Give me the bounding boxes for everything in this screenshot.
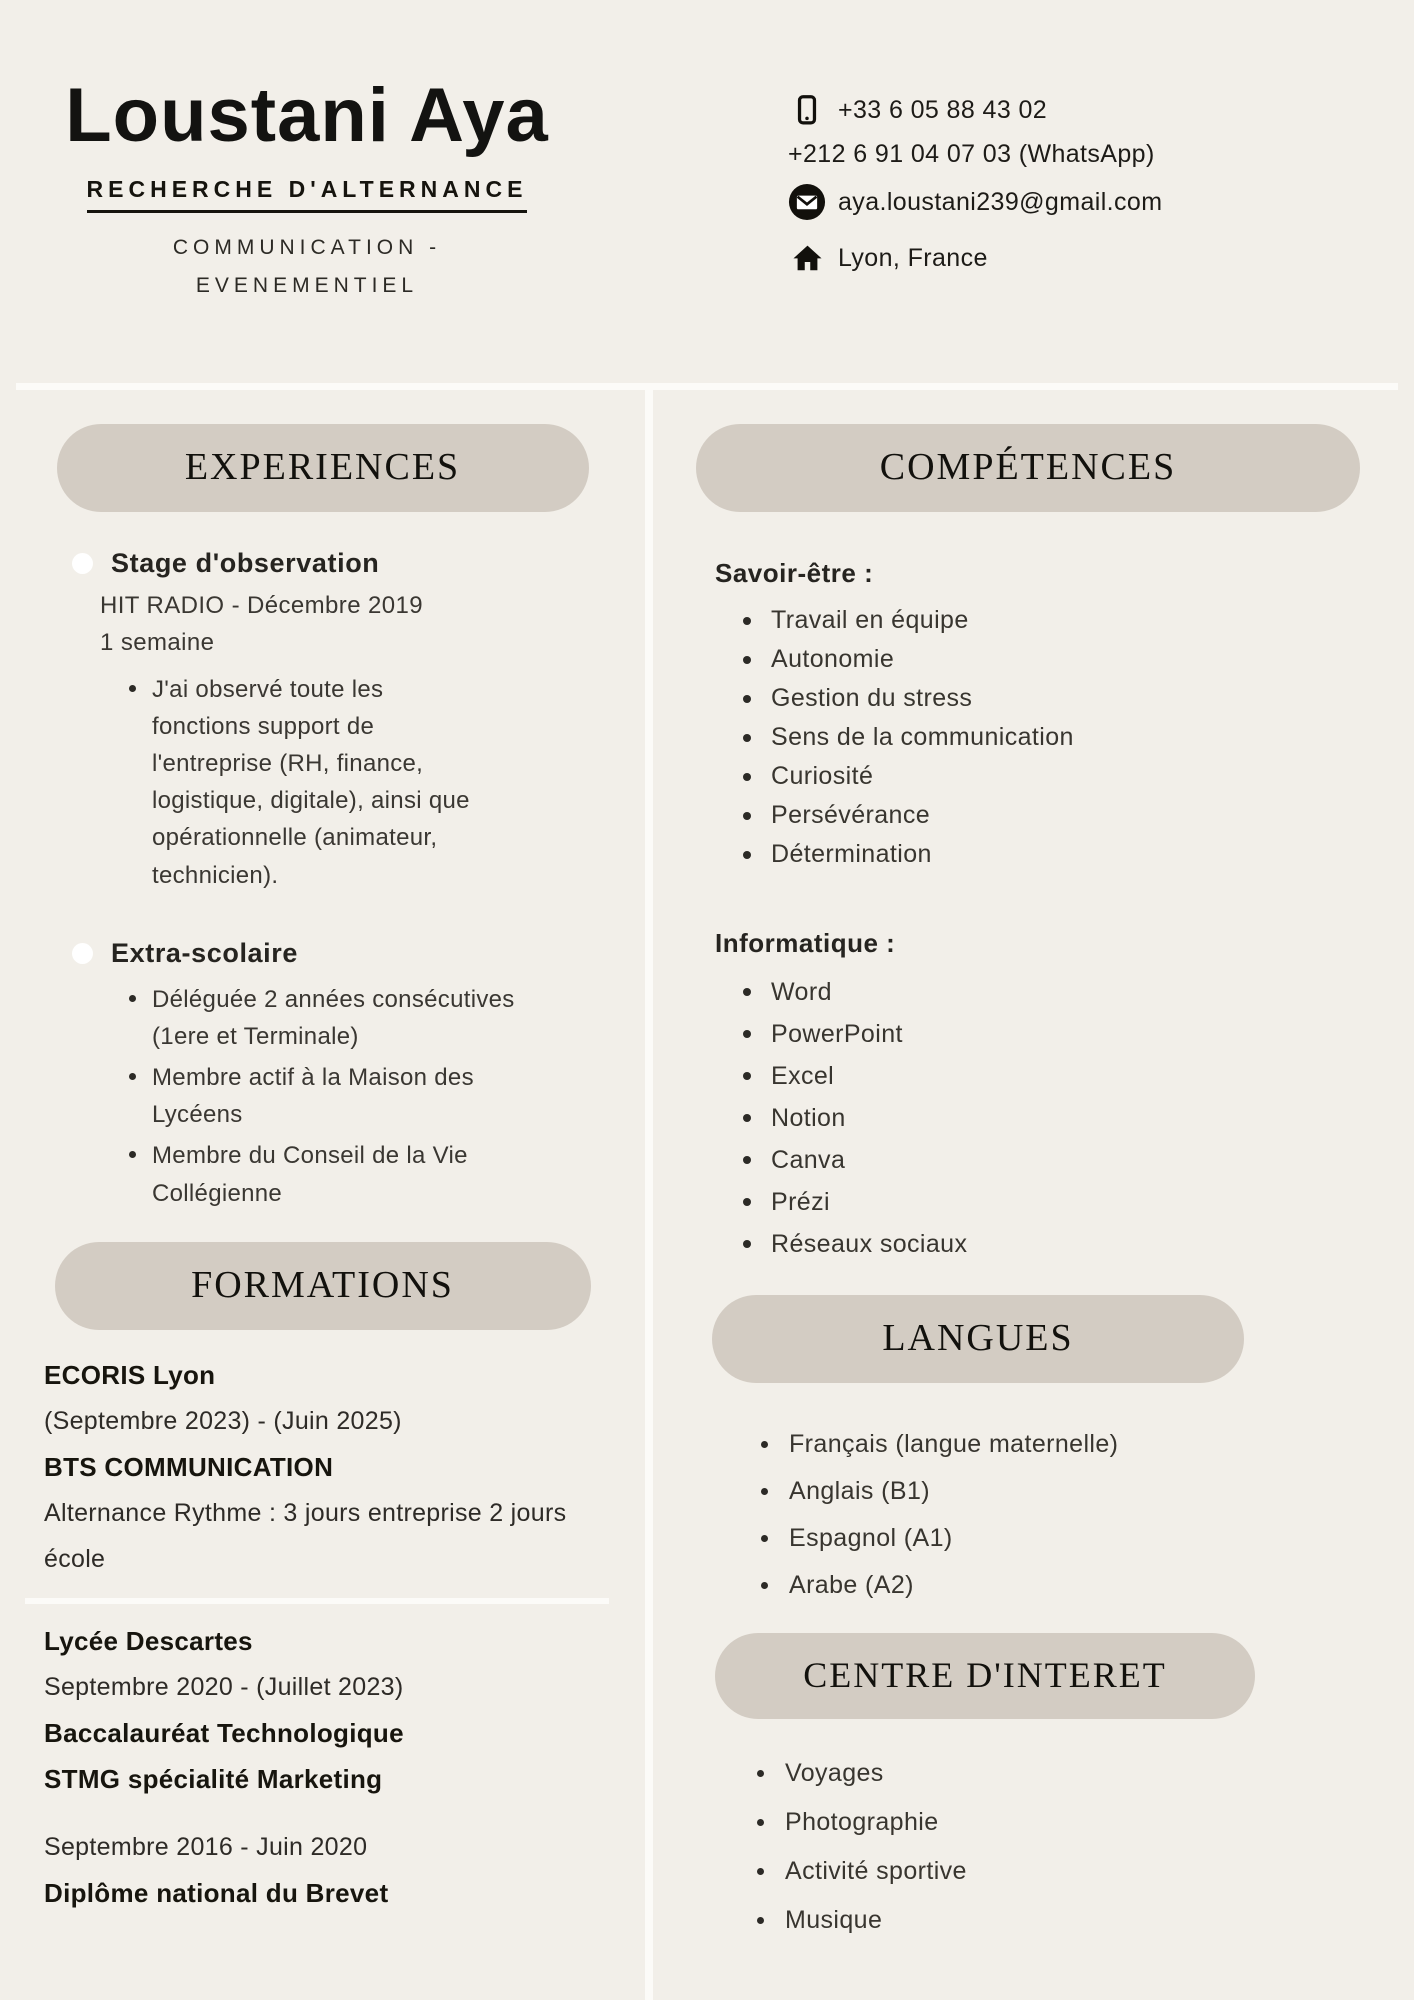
mail-icon (788, 182, 826, 222)
software-item: Canva (743, 1139, 1414, 1181)
experience-bullet-list (122, 981, 552, 1212)
interest-item: Voyages (757, 1749, 1414, 1798)
phone-primary: +33 6 05 88 43 02 (838, 95, 1048, 124)
experience-heading (72, 548, 645, 579)
experience-bullet: J'ai observé toute les fonctions support de l'entreprise (RH, finance, logistique, digitale), ainsi que opérationnelle (animateur, technicien). (122, 671, 474, 894)
interest-item: Musique (757, 1896, 1414, 1945)
contact-row-phone-2 (788, 134, 1162, 174)
email-address: aya.loustani239@gmail.com (838, 187, 1163, 216)
informatique-label: Informatique : (715, 928, 896, 958)
skill-item: Travail en équipe (743, 601, 1414, 640)
formation-dates: (Septembre 2023) - (Juin 2025) (44, 1406, 402, 1435)
white-circle-bullet-icon (72, 553, 93, 574)
contact-row-location (788, 238, 1162, 278)
software-item: Réseaux sociaux (743, 1223, 1414, 1265)
body-columns (0, 390, 1414, 2000)
formation-dates: Septembre 2020 - (Juillet 2023) (44, 1672, 404, 1701)
interets-list (653, 1749, 1414, 1945)
formation-entry (44, 1618, 625, 1802)
phone-secondary: +212 6 91 04 07 03 (WhatsApp) (788, 139, 1155, 168)
right-column (653, 390, 1414, 2000)
experience-item-stage (0, 548, 645, 894)
experience-item-extra (0, 938, 645, 1212)
formation-detail: STMG spécialité Marketing (44, 1763, 383, 1794)
skill-item: Détermination (743, 835, 1414, 874)
skill-item: Curiosité (743, 757, 1414, 796)
experience-duration: 1 semaine (100, 628, 215, 656)
formation-diploma: Diplôme national du Brevet (44, 1877, 389, 1908)
skill-item: Persévérance (743, 796, 1414, 835)
skill-item: Sens de la communication (743, 718, 1414, 757)
experience-org-date: HIT RADIO - Décembre 2019 (100, 592, 423, 619)
formation-entry (44, 1824, 625, 1916)
informatique-list (653, 971, 1414, 1265)
location-text: Lyon, France (838, 243, 988, 272)
interest-item: Activité sportive (757, 1847, 1414, 1896)
langues-list (653, 1421, 1414, 1609)
column-divider (645, 390, 653, 2000)
formations-section-title: FORMATIONS (55, 1242, 591, 1330)
savoir-etre-list (653, 601, 1414, 874)
skill-item: Autonomie (743, 640, 1414, 679)
search-status: RECHERCHE D'ALTERNANCE (87, 176, 528, 213)
formation-school: ECORIS Lyon (44, 1359, 216, 1390)
field-line-1: COMMUNICATION - (172, 235, 442, 259)
software-item: Prézi (743, 1181, 1414, 1223)
software-item: Word (743, 971, 1414, 1013)
language-item: Espagnol (A1) (761, 1515, 1414, 1562)
software-item: Excel (743, 1055, 1414, 1097)
language-item: Arabe (A2) (761, 1562, 1414, 1609)
competences-section-title: COMPÉTENCES (696, 424, 1360, 512)
field-tagline (42, 229, 572, 305)
contact-row-phone (788, 90, 1162, 130)
experience-bullet: Membre du Conseil de la Vie Collégienne (122, 1137, 552, 1211)
skill-item: Gestion du stress (743, 679, 1414, 718)
formations-divider (25, 1598, 609, 1604)
white-circle-bullet-icon (72, 943, 93, 964)
contact-row-email (788, 182, 1162, 222)
experience-title: Stage d'observation (111, 548, 380, 578)
formation-entry (44, 1352, 625, 1582)
formation-diploma: Baccalauréat Technologique (44, 1717, 404, 1748)
interets-section-title: CENTRE D'INTERET (715, 1633, 1255, 1719)
formation-school: Lycée Descartes (44, 1625, 253, 1656)
contact-block (788, 90, 1162, 278)
home-icon (788, 238, 826, 278)
header-divider (16, 383, 1398, 390)
software-item: PowerPoint (743, 1013, 1414, 1055)
experiences-section-title: EXPERIENCES (57, 424, 589, 512)
experience-title: Extra-scolaire (111, 937, 298, 968)
langues-section-title: LANGUES (712, 1295, 1244, 1383)
field-line-2: EVENEMENTIEL (195, 273, 419, 297)
experience-bullet: Membre actif à la Maison des Lycéens (122, 1059, 552, 1133)
formation-detail: Alternance Rythme : 3 jours entreprise 2 jours école (44, 1498, 567, 1573)
candidate-name: Loustani Aya (65, 73, 549, 158)
experience-bullet: Déléguée 2 années consécutives (1ere et Terminale) (122, 981, 552, 1055)
experience-heading (72, 938, 645, 969)
left-column (0, 390, 645, 2000)
experience-bullet-list (122, 671, 474, 894)
interest-item: Photographie (757, 1798, 1414, 1847)
language-item: Français (langue maternelle) (761, 1421, 1414, 1468)
formation-diploma: BTS COMMUNICATION (44, 1451, 334, 1482)
software-item: Notion (743, 1097, 1414, 1139)
formation-dates: Septembre 2016 - Juin 2020 (44, 1832, 368, 1861)
phone-icon (788, 90, 826, 130)
header-identity (42, 73, 572, 304)
savoir-etre-label: Savoir-être : (715, 558, 874, 588)
language-item: Anglais (B1) (761, 1468, 1414, 1515)
